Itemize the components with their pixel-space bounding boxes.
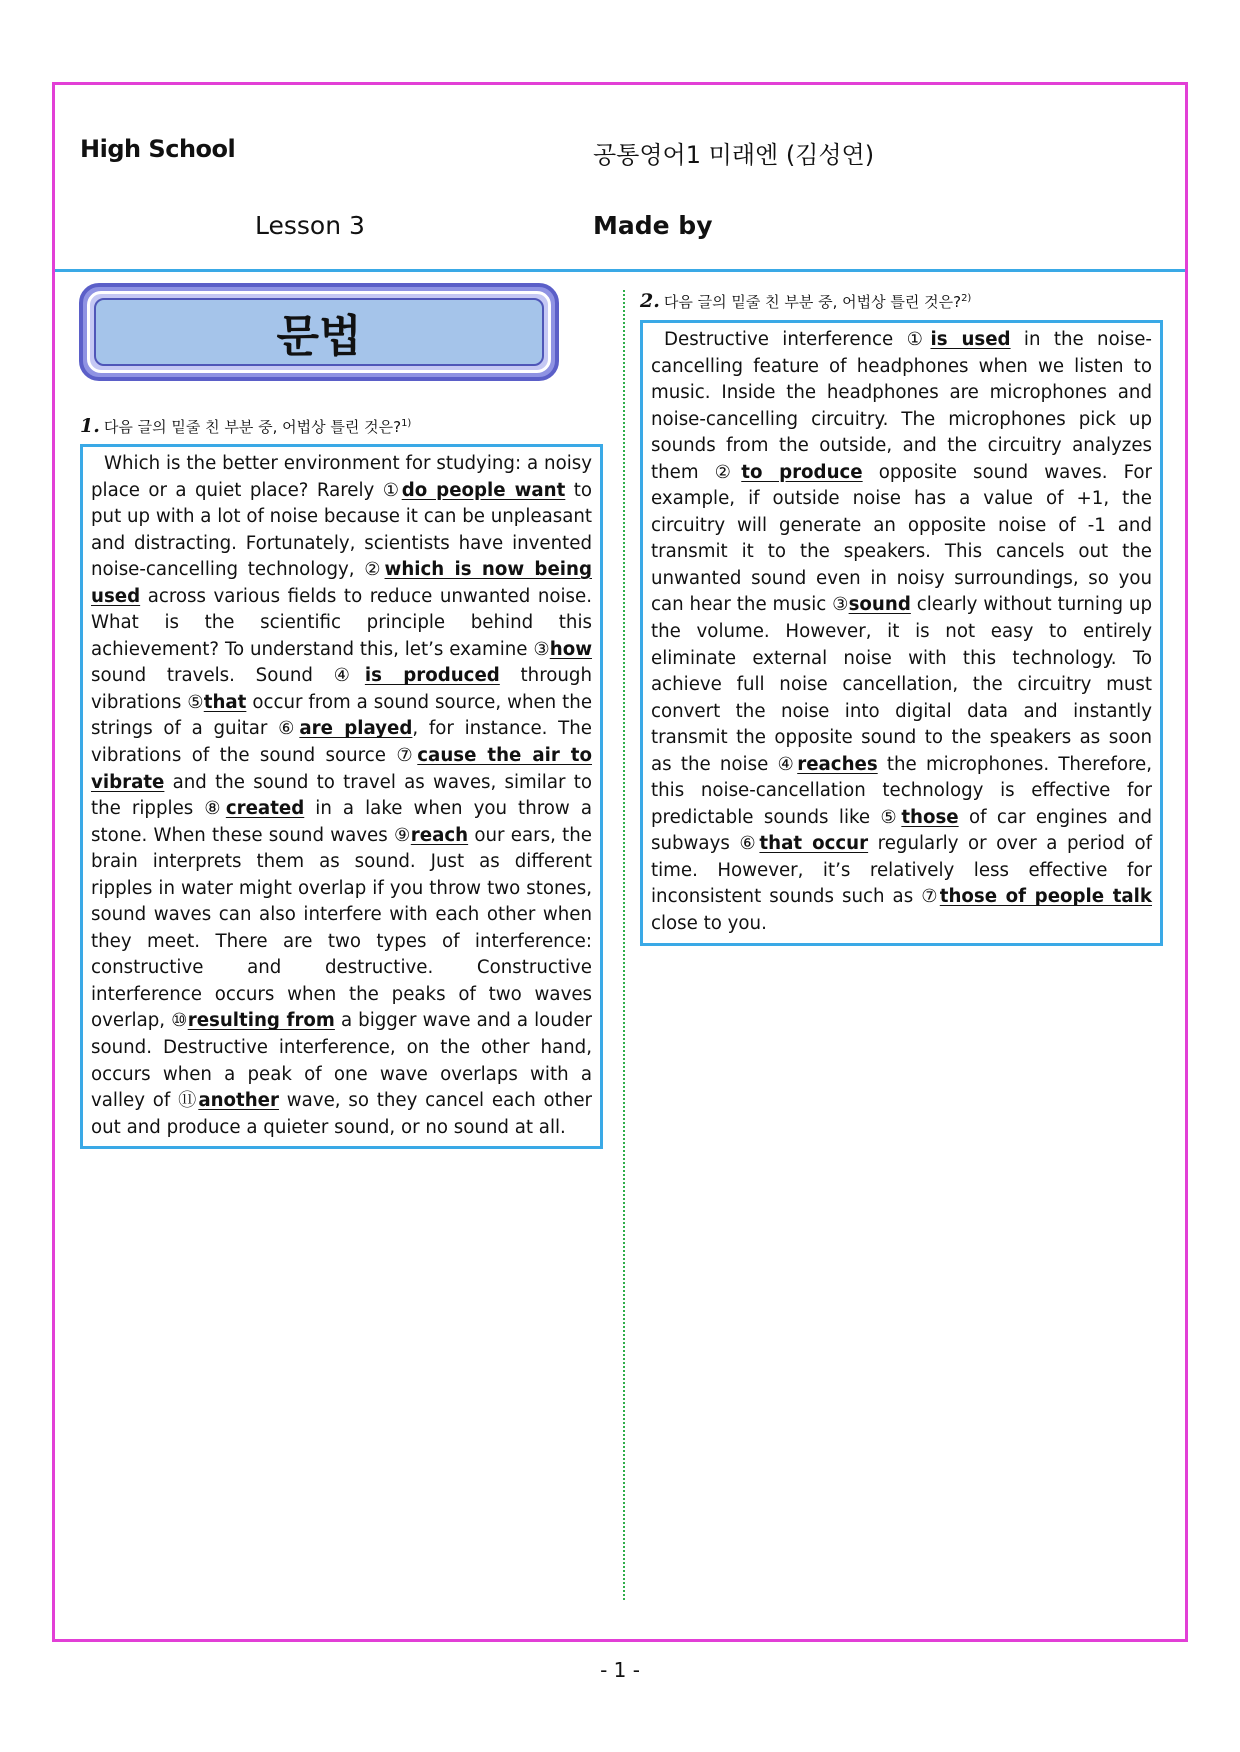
made-by-label: Made by <box>593 211 713 240</box>
passage-segment: in a lake when you throw a stone. When these sound waves ⑨ <box>91 798 592 846</box>
passage-segment: close to you. <box>651 913 767 935</box>
question-2-number: 2. <box>640 290 660 312</box>
passage-text <box>91 451 592 1141</box>
passage-segment: our ears, the brain interprets them as sound. Just as different ripples in water might overlap if you throw two stones, sound waves can also interfere with each other when they meet. There are two types of interference: constructive and destructive. Constructive interference occurs when the peaks of two waves overlap, ⑩ <box>91 824 592 1032</box>
underlined-choice: how <box>549 638 592 660</box>
passage-segment: clearly without turning up the volume. However, it is not easy to entirely eliminate external noise with this technology. To achieve full noise cancellation, the circuitry must convert the noise into digital data and instantly transmit the opposite sound to the speakers as soon as the noise ④ <box>651 594 1153 775</box>
underlined-choice: reach <box>410 824 469 846</box>
underlined-choice: is produced <box>364 665 500 687</box>
underlined-choice: resulting from <box>187 1010 335 1032</box>
passage-text <box>651 327 1152 938</box>
underlined-choice: do people want <box>401 479 566 501</box>
question-2-prompt: 다음 글의 밑줄 친 부분 중, 어법상 틀린 것은? <box>663 293 962 311</box>
question-2-passage <box>640 320 1163 946</box>
underlined-choice: those of people talk <box>939 886 1152 908</box>
column-divider <box>623 290 625 1600</box>
section-title-banner <box>79 283 559 381</box>
question-1-footnote: 1) <box>401 418 412 429</box>
underlined-choice: created <box>225 798 305 820</box>
underlined-choice: another <box>198 1090 279 1112</box>
question-1-prompt: 다음 글의 밑줄 친 부분 중, 어법상 틀린 것은? <box>103 418 402 436</box>
page-frame <box>52 82 1188 1642</box>
question-1-passage <box>80 444 603 1149</box>
underlined-choice: that occur <box>759 833 869 855</box>
lesson-label: Lesson 3 <box>255 211 365 240</box>
underlined-choice: sound <box>848 594 911 616</box>
passage-segment: Which is the better environment for studying: a noisy place or a quiet place? Rarely ① <box>91 453 592 501</box>
underlined-choice: those <box>901 806 959 828</box>
passage-segment: regularly or over a period of time. However, it’s relatively less effective for inconsistent sounds such as ⑦ <box>651 833 1152 908</box>
passage-segment: , for instance. The vibrations of the sound source ⑦ <box>91 718 592 767</box>
passage-segment: through vibrations ⑤ <box>91 665 592 713</box>
underlined-choice: cause the air to vibrate <box>91 745 592 793</box>
passage-segment: sound travels. Sound ④ <box>91 665 365 687</box>
worksheet-header <box>55 85 1185 272</box>
passage-segment: opposite sound waves. For example, if outside noise has a value of +1, the circuitry will generate an opposite noise of -1 and transmit it to the speakers. This cancels out the unwanted sound even in noisy surroundings, so you can hear the music ③ <box>651 461 1152 616</box>
passage-segment: Destructive interference ① <box>664 329 931 350</box>
passage-segment: wave, so they cancel each other out and produce a quieter sound, or no sound at all. <box>91 1090 592 1138</box>
underlined-choice: which is now being used <box>91 559 592 607</box>
passage-segment: the microphones. Therefore, this noise-cancellation technology is effective for predictable sounds like ⑤ <box>651 753 1152 828</box>
underlined-choice: are played <box>299 718 413 740</box>
underlined-choice: reaches <box>797 753 878 775</box>
course-title: 공통영어1 미래엔 (김성연) <box>593 141 875 169</box>
passage-segment: and the sound to travel as waves, similar to the ripples ⑧ <box>91 771 592 820</box>
question-2-label <box>640 290 971 312</box>
passage-segment: across various fields to reduce unwanted noise. What is the scientific principle behind this achievement? To understand this, let’s examine ③ <box>91 585 592 660</box>
question-1-label <box>80 415 411 437</box>
underlined-choice: is used <box>930 329 1011 350</box>
passage-segment: in the noise-cancelling feature of headphones when we listen to music. Inside the headphones are microphones and noise-cancelling circuitry. The microphones pick up sounds from the outside, and the circuitry analyzes them ② <box>651 329 1152 483</box>
school-label: High School <box>80 135 236 163</box>
passage-segment: to put up with a lot of noise because it can be unpleasant and distracting. Fortunately, scientists have invented noise-cancelling technology, ② <box>91 479 592 581</box>
header-divider <box>55 269 1185 272</box>
underlined-choice: to produce <box>741 461 863 483</box>
page-number: - 1 - <box>600 1658 640 1682</box>
section-title: 문법 <box>94 298 544 366</box>
question-1-number: 1. <box>80 415 100 437</box>
passage-segment: occur from a sound source, when the strings of a guitar ⑥ <box>91 691 593 740</box>
passage-segment: a bigger wave and a louder sound. Destructive interference, on the other hand, occurs when a peak of one wave overlaps with a valley of ⑪ <box>91 1010 592 1112</box>
underlined-choice: that <box>203 691 247 713</box>
question-2-footnote: 2) <box>961 293 972 304</box>
passage-segment: of car engines and subways ⑥ <box>651 806 1152 855</box>
